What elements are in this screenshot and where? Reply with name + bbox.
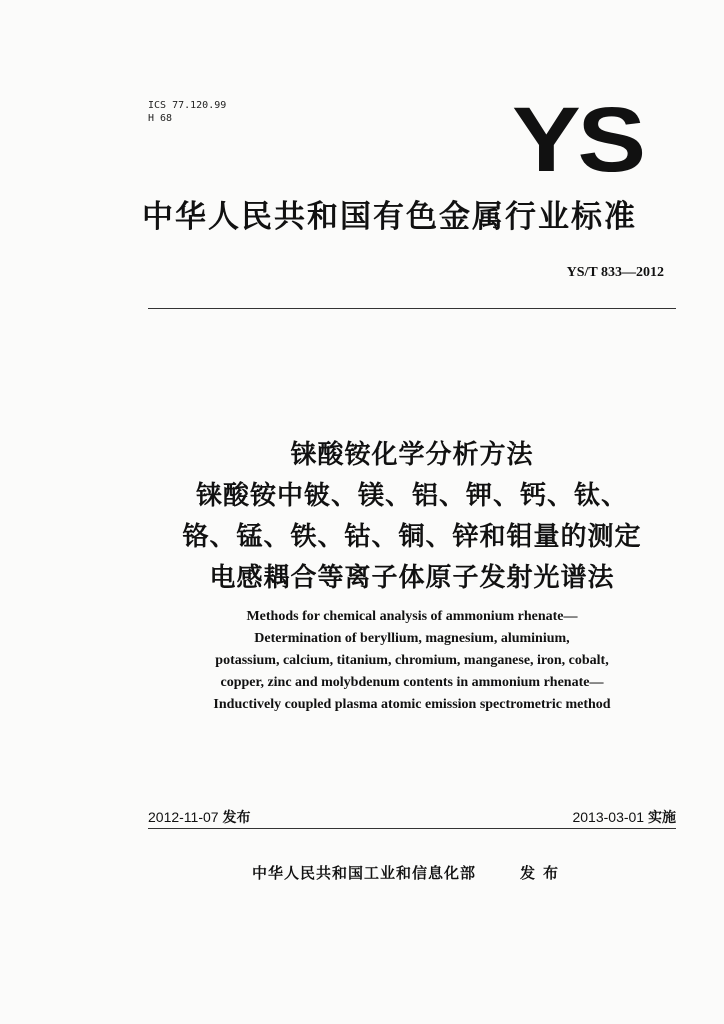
chinese-title-line: 铼酸铵化学分析方法: [290, 440, 534, 470]
english-title: [160, 606, 664, 716]
english-title-line: Determination of beryllium, magnesium, aluminium,: [254, 631, 570, 646]
english-title-line: copper, zinc and molybdenum contents in ammonium rhenate—: [220, 675, 604, 690]
chinese-title-line: 电感耦合等离子体原子发射光谱法: [209, 563, 615, 593]
standard-category-title: 中华人民共和国有色金属行业标准: [142, 199, 637, 235]
ys-logo: YS: [512, 89, 643, 191]
implement-date: 2013-03-01: [572, 809, 645, 825]
issue-label: 发布: [222, 809, 251, 825]
issuing-authority: 中华人民共和国工业和信息化部: [252, 864, 477, 882]
english-title-line: potassium, calcium, titanium, chromium, manganese, iron, cobalt,: [215, 653, 609, 668]
implement-date-block: [572, 807, 676, 827]
issuing-action: 发布: [520, 864, 567, 882]
issue-date: 2012-11-07: [148, 809, 219, 825]
chinese-title-line: 铼酸铵中铍、镁、铝、钾、钙、钛、: [195, 481, 628, 511]
chinese-title: [148, 435, 676, 599]
english-title-line: Methods for chemical analysis of ammonium rhenate—: [246, 609, 578, 624]
classification-codes: [148, 99, 226, 125]
ics-code: ICS 77.120.99: [148, 100, 227, 111]
chinese-title-line: 铬、锰、铁、钴、铜、锌和钼量的测定: [182, 522, 642, 552]
ccs-code: H 68: [148, 113, 173, 124]
english-title-line: Inductively coupled plasma atomic emission spectrometric method: [213, 697, 611, 712]
implement-label: 实施: [648, 809, 676, 825]
bottom-divider: [148, 828, 676, 829]
top-divider: [148, 308, 676, 309]
standard-number: YS/T 833—2012: [566, 265, 664, 280]
issue-date-block: [148, 807, 250, 827]
